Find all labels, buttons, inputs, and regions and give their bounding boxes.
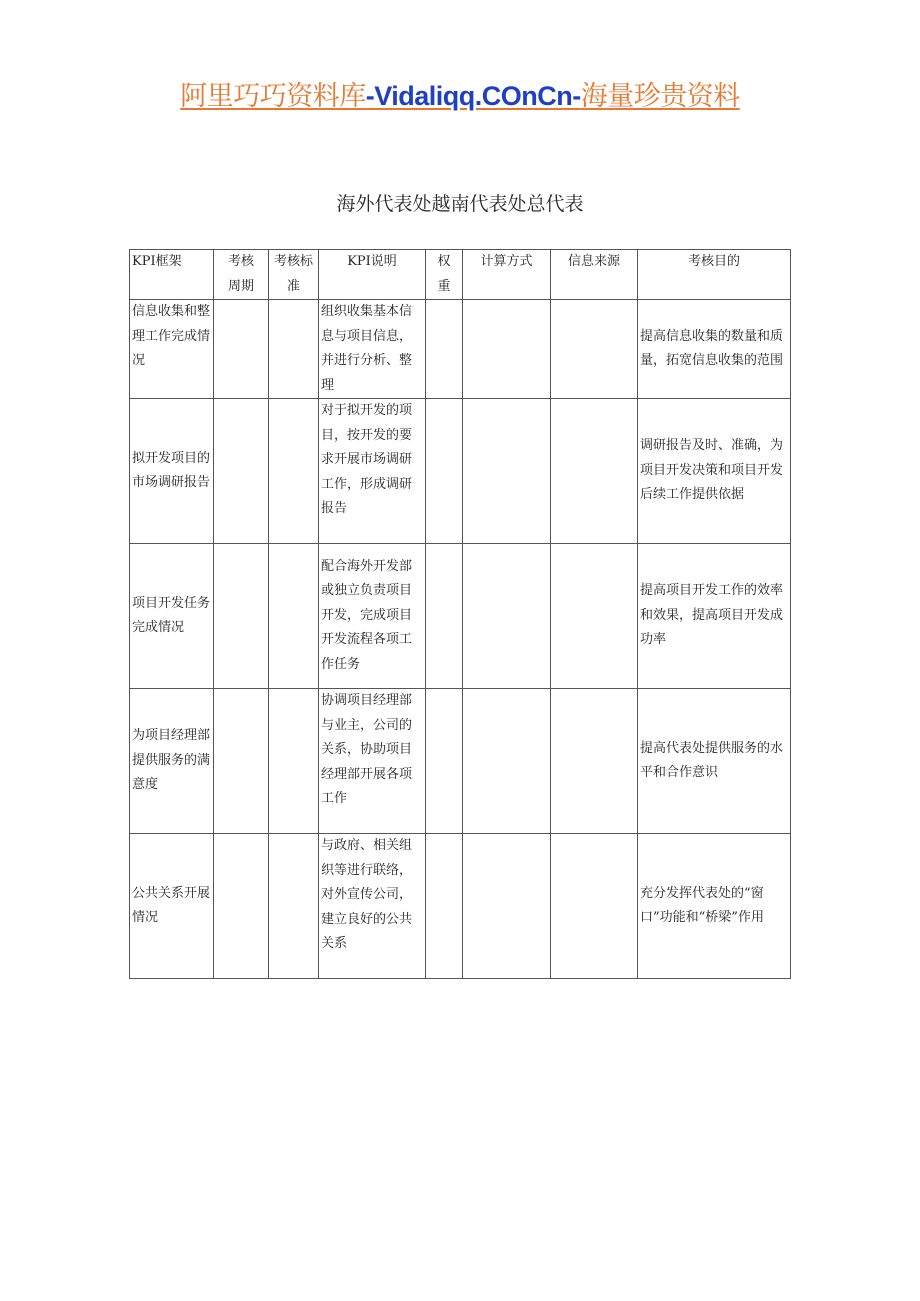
cell-information-source (551, 300, 638, 399)
cell-kpi-description: 与政府、相关组织等进行联络，对外宣传公司，建立良好的公共关系 (319, 834, 426, 979)
banner-url: -Vidaliqq.COnCn- (365, 81, 581, 111)
header-calculation-method: 计算方式 (463, 250, 551, 300)
cell-kpi-framework: 为项目经理部提供服务的满意度 (130, 689, 214, 834)
cell-period (214, 300, 269, 399)
cell-calculation-method (463, 399, 551, 544)
cell-kpi-framework: 拟开发项目的市场调研报告 (130, 399, 214, 544)
header-kpi-framework: KPI框架 (130, 250, 214, 300)
cell-kpi-description: 对于拟开发的项目，按开发的要求开展市场调研工作，形成调研报告 (319, 399, 426, 544)
cell-weight (426, 544, 463, 689)
cell-kpi-description: 协调项目经理部与业主，公司的关系，协助项目经理部开展各项工作 (319, 689, 426, 834)
header-weight-line1: 权 (437, 254, 451, 269)
cell-standard (269, 689, 319, 834)
cell-assessment-purpose: 调研报告及时、准确，为项目开发决策和项目开发后续工作提供依据 (638, 399, 791, 544)
cell-standard (269, 300, 319, 399)
cell-kpi-description: 配合海外开发部或独立负责项目开发，完成项目开发流程各项工作任务 (319, 544, 426, 689)
cell-period (214, 834, 269, 979)
table-row (130, 300, 791, 399)
cell-period (214, 544, 269, 689)
header-period-line1: 考核 (227, 254, 254, 269)
cell-assessment-purpose: 提高项目开发工作的效率和效果，提高项目开发成功率 (638, 544, 791, 689)
cell-kpi-framework: 信息收集和整理工作完成情况 (130, 300, 214, 399)
cell-kpi-framework: 项目开发任务完成情况 (130, 544, 214, 689)
table-row (130, 399, 791, 544)
source-banner[interactable] (0, 74, 920, 113)
cell-assessment-purpose: 充分发挥代表处的“窗口”功能和“桥梁”作用 (638, 834, 791, 979)
cell-information-source (551, 399, 638, 544)
cell-calculation-method (463, 300, 551, 399)
kpi-table (129, 249, 791, 979)
cell-assessment-purpose: 提高代表处提供服务的水平和合作意识 (638, 689, 791, 834)
cell-calculation-method (463, 689, 551, 834)
header-period-line2: 周期 (227, 278, 254, 294)
cell-weight (426, 834, 463, 979)
table-row (130, 689, 791, 834)
cell-kpi-framework: 公共关系开展情况 (130, 834, 214, 979)
cell-kpi-description: 组织收集基本信息与项目信息，并进行分析、整理 (319, 300, 426, 399)
cell-period (214, 399, 269, 544)
cell-standard (269, 399, 319, 544)
cell-weight (426, 689, 463, 834)
cell-calculation-method (463, 834, 551, 979)
cell-information-source (551, 834, 638, 979)
header-information-source: 信息来源 (551, 250, 638, 300)
cell-assessment-purpose: 提高信息收集的数量和质量，拓宽信息收集的范围 (638, 300, 791, 399)
header-weight (426, 250, 463, 300)
cell-information-source (551, 689, 638, 834)
table-row (130, 834, 791, 979)
cell-standard (269, 834, 319, 979)
cell-standard (269, 544, 319, 689)
header-weight-line2: 重 (437, 278, 451, 294)
table-header-row (130, 250, 791, 300)
cell-weight (426, 300, 463, 399)
banner-tagline: 海量珍贵资料 (580, 81, 740, 112)
header-kpi-description: KPI说明 (319, 250, 426, 300)
cell-period (214, 689, 269, 834)
header-standard-line2: 准 (286, 278, 300, 294)
header-assessment-period (214, 250, 269, 300)
cell-calculation-method (463, 544, 551, 689)
cell-weight (426, 399, 463, 544)
document-title: 海外代表处越南代表处总代表 (336, 193, 584, 215)
header-assessment-standard (269, 250, 319, 300)
table-row (130, 544, 791, 689)
header-standard-line1: 考核标 (273, 254, 313, 269)
banner-site-name: 阿里巧巧资料库 (180, 81, 366, 112)
header-assessment-purpose: 考核目的 (638, 250, 791, 300)
cell-information-source (551, 544, 638, 689)
